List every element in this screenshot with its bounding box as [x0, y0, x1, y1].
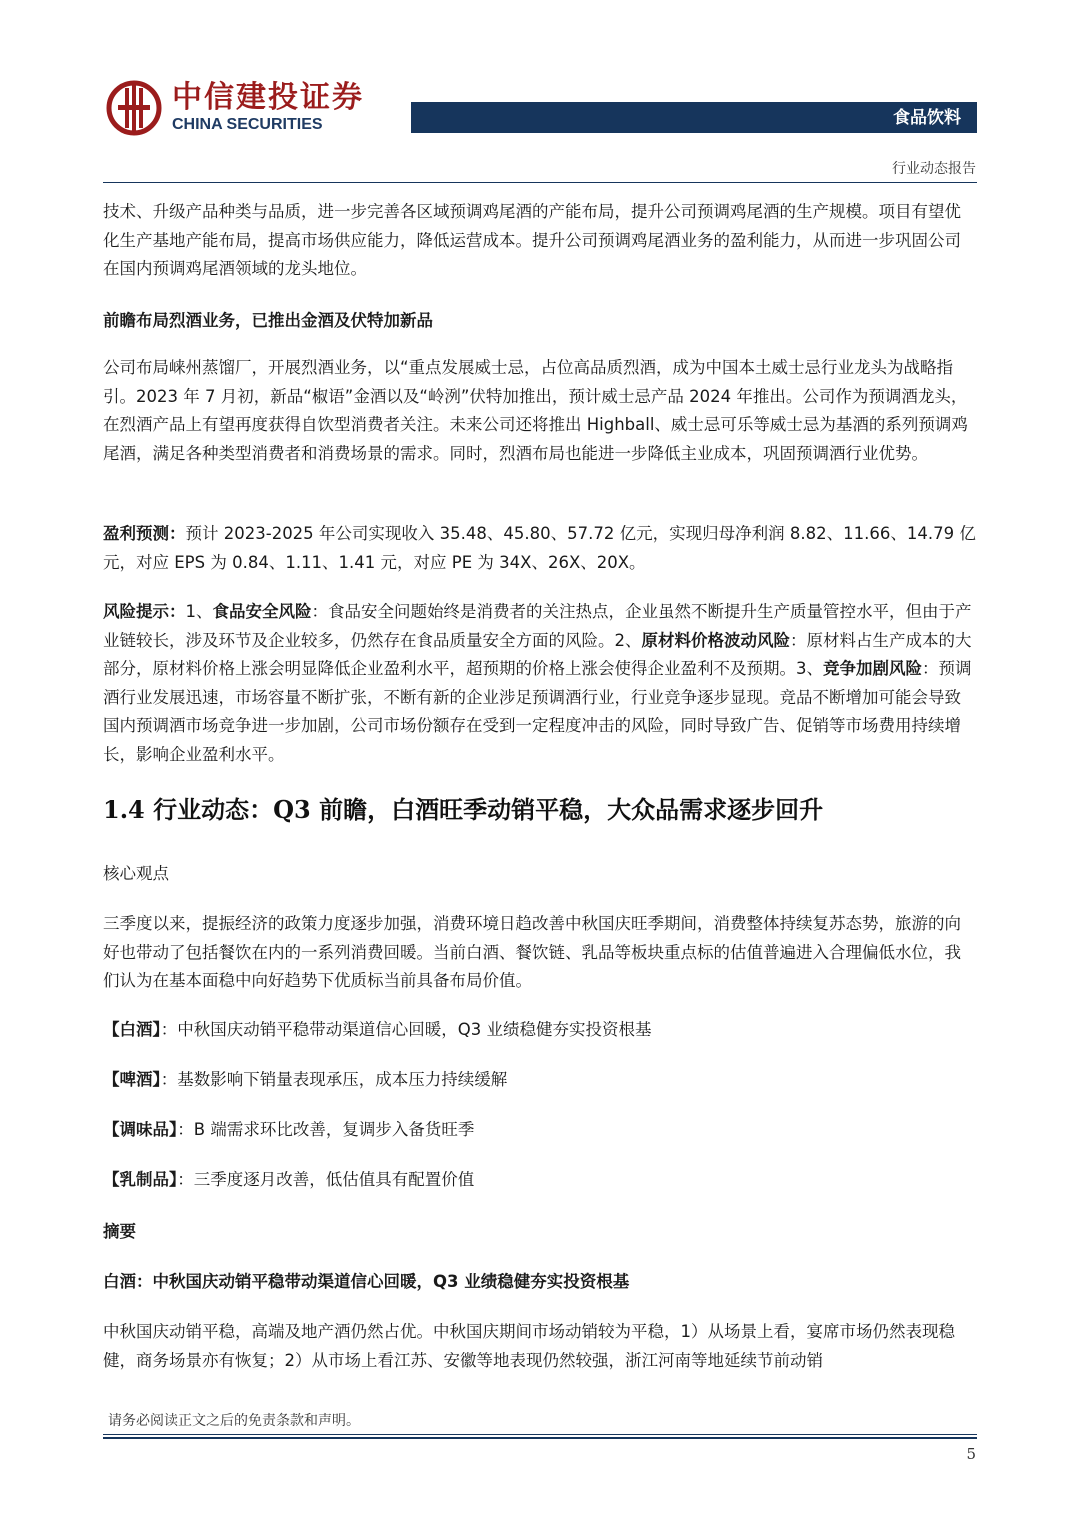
bullet-label: 【啤酒】	[103, 1070, 161, 1089]
risk-1-text: ：食品安全问题始终是消费者的关注热点，企业虽然不断提升生产质量管控水平，但由于产业链较长，涉及环节及企业较多，仍然存在食品质量安全方面的风险。	[103, 602, 972, 650]
footer-divider	[103, 1434, 977, 1435]
category-label: 食品饮料	[893, 108, 961, 128]
forecast-label: 盈利预测：	[103, 524, 186, 543]
footer-disclaimer: 请务必阅读正文之后的免责条款和声明。	[108, 1413, 360, 1429]
bullet-label: 【白酒】	[103, 1020, 161, 1039]
heading-summary: 摘要	[103, 1222, 136, 1241]
risk-2-text: ：原材料占生产成本的大部分，原材料价格上涨会明显降低企业盈利水平，超预期的价格上涨会使得企业盈利不及预期。	[103, 630, 972, 678]
risk-1-prefix: 1、	[185, 602, 213, 621]
bullet-text: ：中秋国庆动销平稳带动渠道信心回暖，Q3 业绩稳健夯实投资根基	[160, 1020, 652, 1039]
report-type: 行业动态报告	[892, 161, 976, 177]
risk-3-text: ：预调酒行业发展迅速，市场容量不断扩张，不断有新的企业涉足预调酒行业，行业竞争逐步显现。竞品不断增加可能会导致国内预调酒市场竞争进一步加剧，公司市场份额存在受到一定程度冲击的风险，同时导致广告、促销等市场费用持续增长，影响企业盈利水平。	[103, 659, 972, 764]
paragraph-earnings-forecast	[103, 520, 977, 577]
risk-1-name: 食品安全风险	[212, 602, 312, 621]
risk-3-prefix: 3、	[796, 659, 823, 678]
paragraph-cocktail-capacity: 技术、升级产品种类与品质，进一步完善各区域预调鸡尾酒的产能布局，提升公司预调鸡尾酒的生产规模。项目有望优化生产基地产能布局，提高市场供应能力，降低运营成本。提升公司预调鸡尾酒业务的盈利能力，从而进一步巩固公司在国内预调鸡尾酒领域的龙头地位。	[103, 202, 961, 278]
risk-2-prefix: 2、	[614, 630, 642, 650]
heading-core-view: 核心观点	[103, 864, 169, 883]
bullet-text: ：基数影响下销量表现承压，成本压力持续缓解	[160, 1070, 508, 1089]
bullet-condiments	[103, 1116, 977, 1145]
section-title-industry-dynamics: 1.4 行业动态：Q3 前瞻，白酒旺季动销平稳，大众品需求逐步回升	[103, 795, 824, 824]
paragraph-core-view: 三季度以来，提振经济的政策力度逐步加强，消费环境日趋改善中秋国庆旺季期间，消费整体持续复苏态势，旅游的向好也带动了包括餐饮在内的一系列消费回暖。当前白酒、餐饮链、乳品等板块重点标的估值普遍进入合理偏低水位，我们认为在基本面稳中向好趋势下优质标当前具备布局价值。	[103, 914, 961, 990]
header-divider	[103, 182, 977, 183]
risk-label: 风险提示：	[103, 602, 186, 621]
brand-name-en: CHINA SECURITIES	[172, 116, 323, 133]
bullet-label: 【调味品】	[103, 1120, 178, 1139]
footer-divider-thick	[103, 1437, 977, 1439]
risk-3-name: 竞争加剧风险	[823, 659, 922, 678]
heading-baijiu-summary: 白酒：中秋国庆动销平稳带动渠道信心回暖，Q3 业绩稳健夯实投资根基	[103, 1272, 630, 1291]
bullet-dairy	[103, 1166, 977, 1195]
heading-spirits-business: 前瞻布局烈酒业务，已推出金酒及伏特加新品	[103, 311, 433, 330]
paragraph-spirits-business: 公司布局崃州蒸馏厂，开展烈酒业务，以“重点发展威士忌，占位高品质烈酒，成为中国本土威士忌行业龙头为战略指引。2023 年 7 月初，新品“椒语”金酒以及“岭洌”伏特加推出，预计威士忌产品 2024 年推出。公司作为预调酒龙头，在烈酒产品上有望再度获得自饮型消费者关注。未来公司还将推出 Highball、威士忌可乐等威士忌为基酒的系列预调鸡尾酒，满足各种类型消费者和消费场景的需求。同时，烈酒布局也能进一步降低主业成本，巩固预调酒行业优势。	[103, 358, 968, 463]
bullet-text: ：三季度逐月改善，低估值具有配置价值	[177, 1170, 475, 1189]
paragraph-baijiu-sales: 中秋国庆动销平稳，高端及地产酒仍然占优。中秋国庆期间市场动销较为平稳，1）从场景上看，宴席市场仍然表现稳健，商务场景亦有恢复；2）从市场上看江苏、安徽等地表现仍然较强，浙江河南等地延续节前动销	[103, 1322, 955, 1370]
bullet-beer	[103, 1066, 977, 1095]
category-banner	[411, 102, 977, 133]
bullet-baijiu	[103, 1016, 977, 1045]
bullet-text: ：B 端需求环比改善，复调步入备货旺季	[177, 1120, 475, 1139]
brand-name-cn: 中信建投证券	[172, 80, 364, 115]
china-securities-logo	[106, 80, 162, 136]
forecast-text: 预计 2023-2025 年公司实现收入 35.48、45.80、57.72 亿元，实现归母净利润 8.82、11.66、14.79 亿元，对应 EPS 为 0.84、1.11、1.41 元，对应 PE 为 34X、26X、20X。	[103, 524, 976, 572]
bullet-label: 【乳制品】	[103, 1170, 178, 1189]
risk-2-name: 原材料价格波动风险	[641, 630, 790, 650]
page-number: 5	[966, 1445, 976, 1463]
paragraph-risk-warning	[103, 598, 977, 769]
